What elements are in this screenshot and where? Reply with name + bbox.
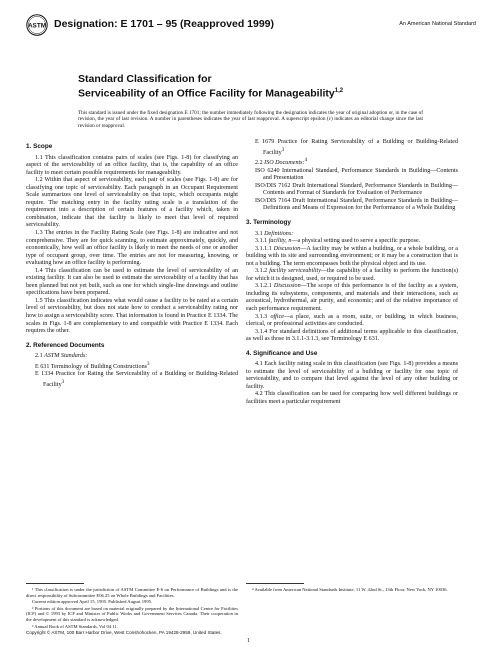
footnote-rule-right: [246, 583, 304, 584]
astm-logo-icon: [26, 14, 48, 36]
reference-e1334: E 1334 Practice for Rating the Serviceability of a Building or Building-Related Facility$^3$: [35, 371, 238, 388]
reference-e631: E 631 Terminology of Building Constructions$^3$: [35, 360, 150, 370]
copyright-line: Copyright © ASTM, 100 Barr Harbor Drive, West Conshohocken, PA 19428-2959, United States.: [26, 630, 222, 635]
footnote-1-edition: Current edition approved April 15, 1995. Published August 1995.: [32, 599, 153, 605]
section-heading-terminology: 3. Terminology: [246, 218, 291, 226]
reference-iso-7164: ISO/DIS 7164 Draft International Standard, Performance Standards in Building—Definitions and Means of Expression for the Performance of a Whole Building: [255, 197, 458, 212]
definition-3-1-2: 3.1.2 facility serviceability—the capability of a facility to perform the function(s) for which it is designed, used, or required to be used.: [246, 268, 459, 282]
page-number: 1: [247, 638, 250, 644]
definition-3-1-1-1: 3.1.1.1 Discussion—A facility may be within a building, or a whole building, or a building with its site and surrounding environment; or it may be a construction that is not a building. The term encompasses both the physical object and its use.: [246, 245, 458, 267]
definition-3-1-3: 3.1.3 office—a place, such as a room, suite, or building, in which business, clerical, or professional activities are conducted.: [246, 313, 458, 328]
paragraph-1-3: 1.3 The entries in the Facility Rating Scale (see Figs. 1-8) are indicative and not comprehensive. They are for quick scanning, to estimate approximately, quickly, and economically, how well an office facility is likely to meet the needs of one or another type of occupant group, over time. The entries are not for measuring, knowing, or evaluating how an office facility is performing.: [26, 230, 238, 267]
header: [26, 14, 476, 38]
definition-3-1-2-1: 3.1.2.1 Discussion—The scope of this performance is of the facility as a system, including its subsystems, components, and materials and their interactions, such as acoustical, hydrothermal, air purity, and economic; and of the relative importance of each performance requirement.: [246, 283, 458, 312]
definitions-label: 3.1 Definitions:: [255, 230, 294, 237]
paragraph-1-1: 1.1 This classification contains pairs of scales (see Figs. 1-8) for classifying an aspect of the serviceability of an office facility, that is, the capability of an office facility to meet certain possible requirements for manageability.: [26, 154, 238, 176]
american-national-standard-label: An American National Standard: [399, 21, 476, 27]
definition-3-1-4: 3.1.4 For standard definitions of additional terms applicable to this classification, as well as those in 3.1.1-3.1.3, see Terminology E 631.: [246, 328, 458, 343]
paragraph-4-1: 4.1 Each facility rating scale in this classification (see Figs. 1-8) provides a means to estimate the level of serviceability of a building or facility for one topic of serviceability, and to compare that level against the level of any other building or facility.: [246, 361, 458, 390]
astm-standards-label: 2.1 ASTM Standards:: [35, 353, 88, 360]
svg-text:ASTM: ASTM: [27, 22, 47, 30]
footnotes-left: [26, 587, 238, 630]
definition-3-1-1: 3.1.1 facility, n—a physical setting used to serve a specific purpose.: [255, 238, 421, 245]
title-line-2: Serviceability of an Office Facility for Manageability$^{1,2}$: [78, 87, 344, 100]
paragraph-1-4: 1.4 This classification can be used to estimate the level of serviceability of an existing facility. It can also be used to estimate the serviceability of a facility that has been planned but not yet built, such as one for which single-line drawings and outline specifications have been prepared.: [26, 267, 238, 297]
footnote-2: ² Portions of this document are based on material originally prepared by the International Centre for Facilities (ICF) and © 1993 by ICF and Minister of Public Works and Government Services Canada. Their cooperation in the development of this standard is acknowledged.: [26, 605, 238, 622]
reference-iso-6240: ISO 6240 International Standard, Performance Standards in Building—Contents and Presentation: [255, 167, 458, 182]
right-column: [246, 139, 458, 407]
designation: Designation: E 1701 – 95 (Reapproved 1999): [54, 18, 275, 30]
footnote-1: ¹ This classification is under the jurisdiction of ASTM Committee E-6 on Performance of Buildings and is the direct responsibility of Subcommittee E06.25 on Whole Buildings and Facilities.: [26, 587, 238, 598]
footnote-4: ⁴ Available from American National Standards Institute, 11 W. 42nd St., 13th Floor, New York, NY 10036.: [252, 587, 448, 592]
title-block: [78, 73, 418, 100]
reference-iso-7162: ISO/DIS 7162 Draft International Standard, Performance Standards in Building—Contents and Format of Standards for Evaluation of Performance: [255, 182, 458, 197]
section-heading-scope: 1. Scope: [26, 143, 53, 150]
title-line-1: Standard Classification for: [78, 73, 212, 85]
footnote-3: ³ Annual Book of ASTM Standards, Vol 04.11.: [32, 623, 118, 629]
paragraph-4-2: 4.2 This classification can be used for comparing how well different buildings or facilities meet a particular requirement: [246, 391, 458, 406]
iso-documents-label: 2.2 ISO Documents:$^4$: [255, 157, 308, 167]
footnote-rule-left: [26, 583, 84, 584]
section-heading-significance-and-use: 4. Significance and Use: [246, 349, 318, 357]
section-heading-referenced-documents: 2. Referenced Documents: [26, 341, 105, 349]
paragraph-1-5: 1.5 This classification indicates what would cause a facility to be rated at a certain level of serviceability, but does not state how to conduct a serviceability rating nor how to assign a serviceability score. That information is found in Practice E 1334. The scales in Figs. 1-8 are complementary to and compatible with Practice E 1334. Each requires the other.: [26, 297, 238, 335]
left-column: [26, 143, 238, 389]
standard-note: This standard is issued under the fixed designation E 1701; the number immediately following the designation indicates the year of original adoption or, in the case of revision, the year of last revision. A number in parentheses indicates the year of last reapproval. A superscript epsilon (ε) indicates an editorial change since the last revision or reapproval.: [78, 110, 423, 129]
paragraph-1-2: 1.2 Within that aspect of serviceability, each pair of scales (see Figs. 1-8) are for classifying one topic of serviceability. Each paragraph in an Occupant Requirement Scale summarizes one level of serviceability on that topic, which occupants might require. The matching entry in the facility rating scale is a translation of the requirement into a description of certain features of a facility which, taken in combination, indicate that the facility is likely to meet that level of required serviceability.: [26, 177, 238, 229]
footnotes-right: [246, 587, 458, 594]
reference-e1679: E 1679 Practice for Rating Serviceability of a Building or Building-Related Facility$^3$: [255, 139, 458, 156]
